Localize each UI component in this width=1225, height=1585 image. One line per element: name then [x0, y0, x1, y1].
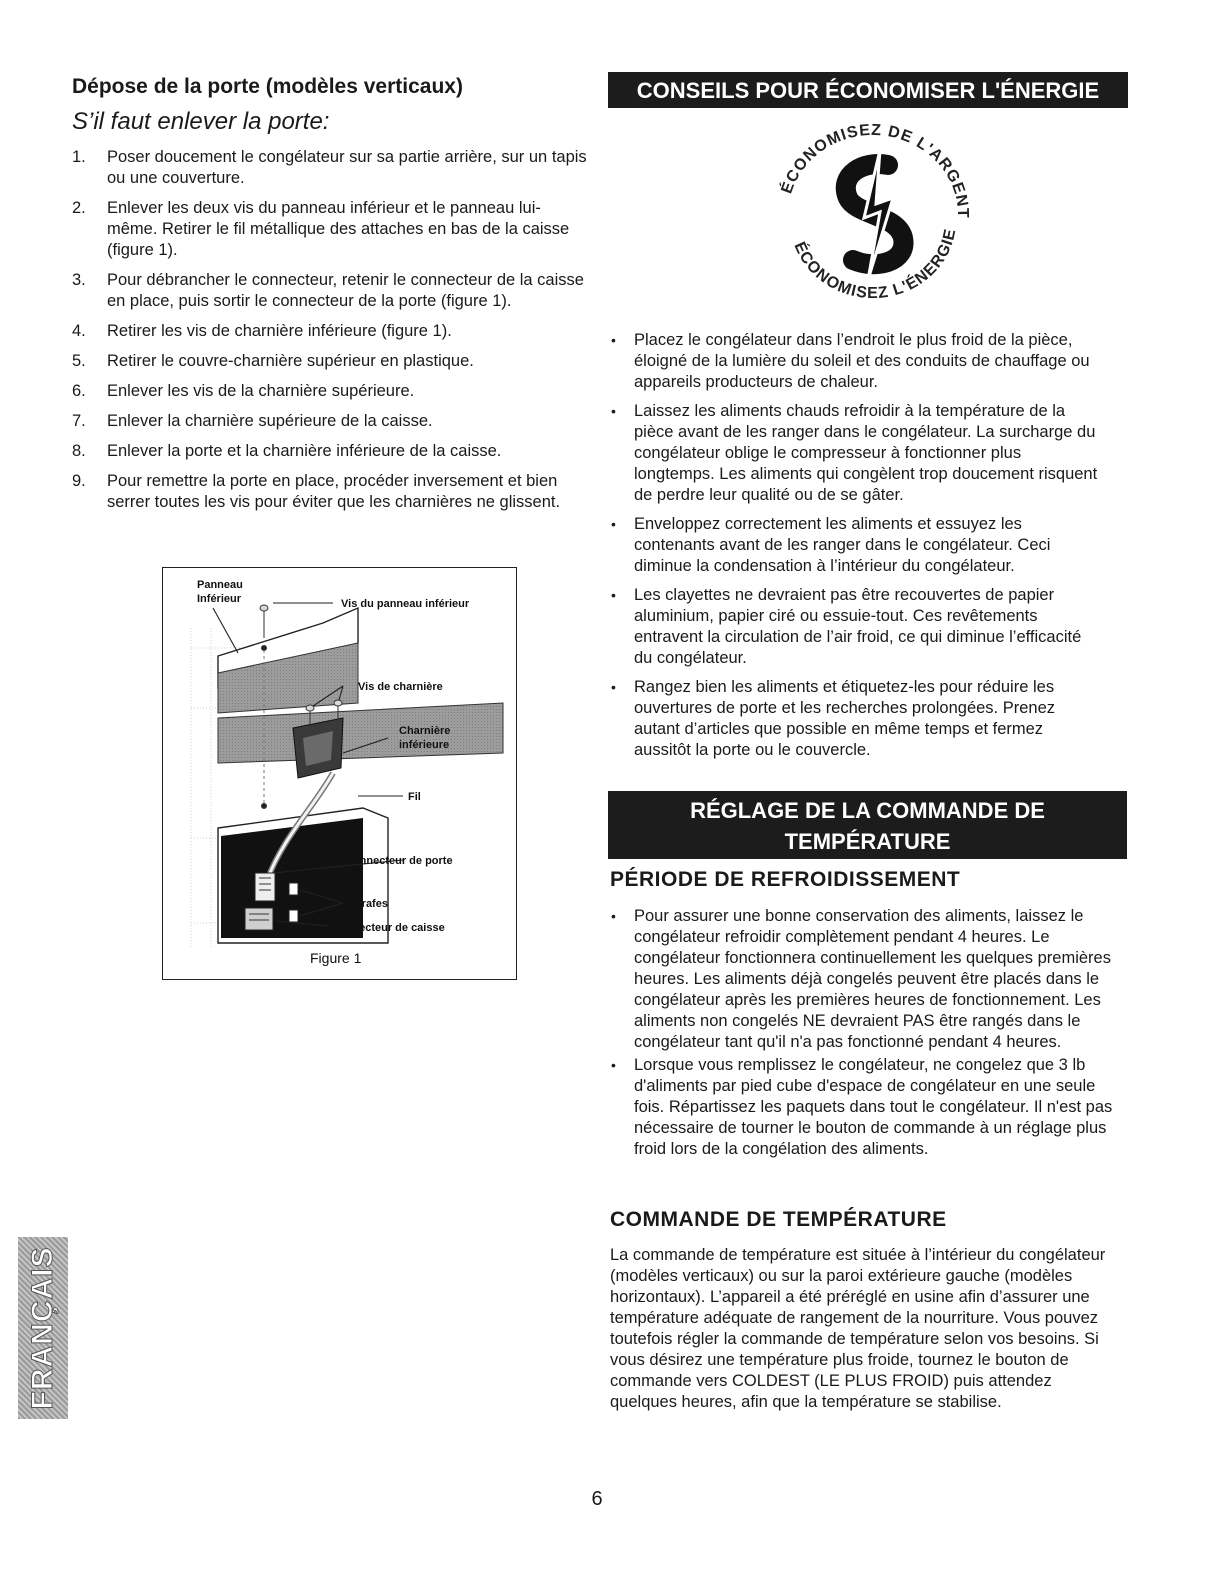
temperature-control-title: COMMANDE DE TEMPÉRATURE [610, 1208, 947, 1231]
step-item: 3. Pour débrancher le connecteur, retenir le connecteur de la caisse en place, puis sortir le connecteur de la porte (figure 1). [72, 271, 584, 310]
tip-item: • Enveloppez correctement les aliments et essuyez les contenants avant de les ranger dans le congélateur. Ceci diminue la condensation à l’intérieur du congélateur. [608, 514, 1098, 577]
logo-bottom-text: ÉCONOMISEZ L'ÉNERGIE [790, 226, 960, 303]
figure-caption: Figure 1 [310, 950, 362, 966]
step-item: 2. Enlever les deux vis du panneau inférieur et le panneau lui-même. Retirer le fil métallique des attaches en bas de la caisse (figure 1). [72, 199, 570, 259]
label-charniere-inf: inférieure [399, 739, 450, 751]
label-charniere: Charnière [399, 725, 451, 737]
language-side-tab [18, 1237, 68, 1419]
energy-tips-banner: CONSEILS POUR ÉCONOMISER L'ÉNERGIE [608, 72, 1128, 108]
banner2-line1: RÉGLAGE DE LA COMMANDE DE [690, 798, 1045, 823]
logo-top-text: ÉCONOMISEZ DE L'ARGENT [778, 121, 972, 219]
temperature-control-banner [608, 791, 1127, 859]
cabinet-band [218, 703, 503, 763]
step-item: 7. Enlever la charnière supérieure de la caisse. [72, 412, 433, 430]
label-vis-charniere: Vis de charnière [358, 681, 443, 693]
tip-item: • Rangez bien les aliments et étiquetez-les pour réduire les ouvertures de porte et les recherches prolongées. Prenez autant d’articles que possible en même temps et fermez aussitôt la porte ou le couvercle. [608, 677, 1098, 761]
door-connector [255, 873, 275, 901]
step-item: 8. Enlever la porte et la charnière inférieure de la caisse. [72, 442, 502, 460]
door-removal-subheading: S’il faut enlever la porte: [72, 108, 330, 135]
page-number: 6 [591, 1488, 603, 1510]
label-connecteur-porte: Connecteur de porte [345, 855, 453, 867]
cooling-item: • Lorsque vous remplissez le congélateur, ne congelez que 3 lb d'aliments par pied cube d'espace de congélateur en une seule fois. Répartissez les paquets dans tout le congélateur. Il n'est pas nécessaire de tourner le bouton de commande à un réglage plus froid lors de la congélation des aliments. [608, 1055, 1122, 1160]
temperature-control-text: La commande de température est située à l’intérieur du congélateur (modèles verticaux) ou sur la paroi extérieure gauche (modèles horizontaux). L’appareil a été préréglé en usine afin d’assurer une température adéquate de rangement de la nourriture. Vous pouvez toutefois régler la commande de température selon vos besoins. Si vous désirez une température plus froide, tournez le bouton de commande vers COLDEST (LE PLUS FROID) puis attendez quelques heures, afin que la température se stabilise. [610, 1246, 1106, 1411]
dollar-lightning-emblem [768, 120, 978, 310]
clip [289, 883, 298, 895]
step-item: 9. Pour remettre la porte en place, procéder inversement et bien serrer toutes les vis pour éviter que les charnières ne glissent. [72, 472, 561, 511]
energy-savings-logo [768, 120, 978, 310]
energy-tips-list [608, 330, 1098, 769]
tip-item: • Les clayettes ne devraient pas être recouvertes de papier aluminium, papier ciré ou essuie-tout. Ces revêtements entravent la circulation de l’air froid, ce qui diminue l’efficacité du congélateur. [608, 585, 1098, 669]
cooling-period-title: PÉRIODE DE REFROIDISSEMENT [610, 868, 961, 891]
figure-1 [162, 567, 517, 980]
label-vis-panneau: Vis du panneau inférieur [341, 598, 470, 610]
cabinet-connector [245, 908, 273, 930]
step-item: 5. Retirer le couvre-charnière supérieur en plastique. [72, 352, 474, 370]
label-connecteur-caisse: Connecteur de caisse [331, 922, 445, 934]
step-item: 1. Poser doucement le congélateur sur sa partie arrière, sur un tapis ou une couverture. [72, 148, 587, 187]
step-item: 4. Retirer les vis de charnière inférieure (figure 1). [72, 322, 452, 340]
cooling-period-list [608, 906, 1122, 1168]
side-tab-label: FRANÇAIS [26, 1246, 59, 1410]
step-item: 6. Enlever les vis de la charnière supérieure. [72, 382, 415, 400]
label-panneau: Panneau [197, 579, 243, 591]
label-inferieur: Inférieur [197, 593, 242, 605]
cooling-item: • Pour assurer une bonne conservation des aliments, laissez le congélateur refroidir complètement pendant 4 heures. Le congélateur fonctionnera continuellement les quelques premières heures. Les aliments déjà congelés peuvent être placés dans le congélateur après les premières heures de fonctionnement. Les aliments non congelés NE devraient PAS être rangés dans le congélateur tant qu'il n'a pas fonctionné pendant 4 heures. [608, 906, 1122, 1053]
label-fil: Fil [408, 791, 421, 803]
freezer-door-diagram [163, 568, 516, 979]
label-agrafes: Agrafes [347, 898, 388, 910]
tip-item: • Placez le congélateur dans l’endroit le plus froid de la pièce, éloigné de la lumière du soleil et des conduits de chauffage ou appareils producteurs de chaleur. [608, 330, 1098, 393]
banner2-line2: TEMPÉRATURE [784, 829, 951, 854]
door-removal-heading: Dépose de la porte (modèles verticaux) [72, 75, 463, 98]
door-removal-steps [72, 147, 590, 522]
clip [289, 910, 298, 922]
tip-item: • Laissez les aliments chauds refroidir à la température de la pièce avant de les ranger dans le congélateur. La surcharge du congélateur oblige le compresseur à fonctionner plus longtemps. Les aliments qui congèlent trop doucement risquent de perdre leur qualité ou de se gâter. [608, 401, 1098, 506]
